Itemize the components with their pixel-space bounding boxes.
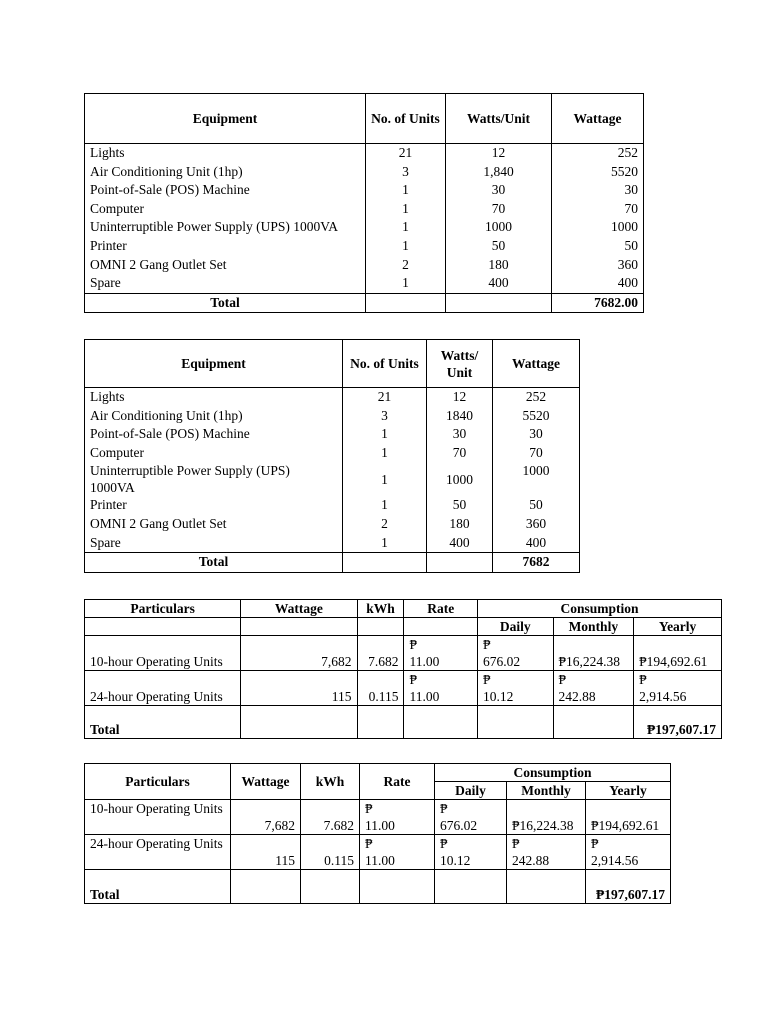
- empty-cell: [507, 870, 586, 904]
- units: 3: [366, 163, 446, 182]
- empty-cell: [427, 553, 493, 573]
- equipment-name: Spare: [85, 534, 343, 553]
- header-monthly: Monthly: [553, 618, 634, 636]
- watts-per-unit: 400: [427, 534, 493, 553]
- table-row: [85, 671, 722, 706]
- wattage: 50: [552, 237, 644, 256]
- kwh: 7.682: [357, 636, 404, 671]
- header-watts-per-unit: Watts/ Unit: [427, 340, 493, 388]
- empty-cell: [446, 293, 552, 313]
- table-row: [85, 636, 722, 671]
- consumption-table-1: [84, 599, 722, 739]
- equipment-name: Printer: [85, 496, 343, 515]
- empty-cell: [404, 618, 477, 636]
- wattage: 70: [493, 444, 580, 463]
- peso-symbol: ₱: [591, 836, 599, 851]
- units: 1: [343, 444, 427, 463]
- yearly: ₱194,692.61: [634, 636, 722, 671]
- table-row: [85, 181, 644, 200]
- rate: [404, 671, 477, 706]
- empty-cell: [231, 870, 301, 904]
- watts-per-unit: 30: [427, 425, 493, 444]
- header-wattage: Wattage: [241, 600, 357, 618]
- peso-symbol: ₱: [365, 836, 373, 851]
- total-label: Total: [85, 553, 343, 573]
- units: 1: [343, 462, 427, 496]
- kwh: 0.115: [357, 671, 404, 706]
- wattage: 1000: [493, 462, 580, 496]
- empty-cell: [477, 706, 553, 739]
- particular: 24-hour Operating Units: [85, 835, 231, 870]
- units: 1: [343, 534, 427, 553]
- wattage: 252: [493, 388, 580, 407]
- header-wattage: Wattage: [493, 340, 580, 388]
- empty-cell: [241, 618, 357, 636]
- total-label: Total: [85, 870, 231, 904]
- yearly: [634, 671, 722, 706]
- table-row: [85, 534, 580, 553]
- rate-value: 11.00: [409, 689, 440, 704]
- watts-per-unit: 1840: [427, 407, 493, 426]
- rate: [360, 800, 435, 835]
- equipment-table-1: [84, 93, 644, 313]
- table-row: [85, 462, 580, 496]
- wattage: 7,682: [231, 800, 301, 835]
- units: 21: [366, 144, 446, 163]
- header-monthly: Monthly: [507, 782, 586, 800]
- total-value: 7682: [493, 553, 580, 573]
- units: 1: [366, 218, 446, 237]
- daily: [435, 800, 507, 835]
- header-consumption: Consumption: [435, 764, 671, 782]
- equipment-name: Air Conditioning Unit (1hp): [85, 407, 343, 426]
- equipment-name: Lights: [85, 144, 366, 163]
- header-no-of-units: No. of Units: [366, 94, 446, 144]
- equipment-name: Uninterruptible Power Supply (UPS) 1000VA: [85, 462, 343, 496]
- daily: [477, 671, 553, 706]
- yearly: ₱194,692.61: [586, 800, 671, 835]
- empty-cell: [360, 870, 435, 904]
- watts-per-unit: 12: [446, 144, 552, 163]
- table-row: [85, 200, 644, 219]
- table-row: [85, 425, 580, 444]
- yearly-value: 2,914.56: [639, 689, 687, 704]
- total-label: Total: [85, 706, 241, 739]
- rate-value: 11.00: [365, 853, 395, 868]
- kwh: 0.115: [301, 835, 360, 870]
- equipment-name: Printer: [85, 237, 366, 256]
- watts-per-unit: 1000: [427, 462, 493, 496]
- empty-cell: [366, 293, 446, 313]
- watts-per-unit: 180: [427, 515, 493, 534]
- table-row: [85, 163, 644, 182]
- wattage: 50: [493, 496, 580, 515]
- header-yearly: Yearly: [634, 618, 722, 636]
- peso-symbol: ₱: [440, 836, 448, 851]
- table-row: [85, 256, 644, 275]
- rate-value: 11.00: [409, 654, 440, 669]
- table-row: [85, 388, 580, 407]
- wattage: 30: [552, 181, 644, 200]
- wattage: 400: [493, 534, 580, 553]
- watts-per-unit: 12: [427, 388, 493, 407]
- header-consumption: Consumption: [477, 600, 721, 618]
- table-row: [85, 218, 644, 237]
- watts-per-unit: 50: [427, 496, 493, 515]
- units: 1: [366, 181, 446, 200]
- table-row: [85, 144, 644, 163]
- header-kwh: kWh: [301, 764, 360, 800]
- equipment-name: Computer: [85, 200, 366, 219]
- daily: [477, 636, 553, 671]
- header-watts-per-unit: Watts/Unit: [446, 94, 552, 144]
- rate: [404, 636, 477, 671]
- wattage: 115: [231, 835, 301, 870]
- header-equipment: Equipment: [85, 340, 343, 388]
- watts-per-unit: 1000: [446, 218, 552, 237]
- table-row: [85, 496, 580, 515]
- table-row: [85, 800, 671, 835]
- units: 1: [343, 425, 427, 444]
- rate: [360, 835, 435, 870]
- empty-cell: [553, 706, 634, 739]
- peso-symbol: ₱: [482, 637, 491, 652]
- daily-value: 676.02: [482, 654, 521, 669]
- units: 1: [366, 237, 446, 256]
- units: 1: [366, 200, 446, 219]
- daily-value: 676.02: [440, 818, 478, 833]
- total-row: [85, 293, 644, 313]
- watts-per-unit: 1,840: [446, 163, 552, 182]
- monthly: [507, 835, 586, 870]
- wattage: 360: [493, 515, 580, 534]
- units: 1: [366, 274, 446, 293]
- empty-cell: [301, 870, 360, 904]
- wattage: 115: [241, 671, 357, 706]
- monthly-value: 242.88: [512, 853, 550, 868]
- table-row: [85, 407, 580, 426]
- equipment-name: Air Conditioning Unit (1hp): [85, 163, 366, 182]
- watts-per-unit: 30: [446, 181, 552, 200]
- yearly: [586, 835, 671, 870]
- header-rate: Rate: [360, 764, 435, 800]
- empty-cell: [357, 618, 404, 636]
- total-label: Total: [85, 293, 366, 313]
- daily: [435, 835, 507, 870]
- equipment-name: OMNI 2 Gang Outlet Set: [85, 515, 343, 534]
- monthly: ₱16,224.38: [507, 800, 586, 835]
- wattage: 252: [552, 144, 644, 163]
- equipment-name: Spare: [85, 274, 366, 293]
- table-row: [85, 835, 671, 870]
- units: 1: [343, 496, 427, 515]
- wattage: 1000: [552, 218, 644, 237]
- consumption-table-2: [84, 763, 671, 904]
- wattage: 5520: [493, 407, 580, 426]
- total-value: 7682.00: [552, 293, 644, 313]
- particular: 24-hour Operating Units: [85, 671, 241, 706]
- table-row: [85, 444, 580, 463]
- peso-symbol: ₱: [409, 637, 417, 652]
- watts-per-unit: 400: [446, 274, 552, 293]
- total-row: [85, 870, 671, 904]
- total-value: ₱197,607.17: [634, 706, 722, 739]
- empty-cell: [241, 706, 357, 739]
- header-wattage: Wattage: [231, 764, 301, 800]
- equipment-name: Point-of-Sale (POS) Machine: [85, 425, 343, 444]
- table-row: [85, 274, 644, 293]
- header-particulars: Particulars: [85, 600, 241, 618]
- wattage: 360: [552, 256, 644, 275]
- rate-value: 11.00: [365, 818, 395, 833]
- particular: 10-hour Operating Units: [85, 636, 241, 671]
- yearly-value: 2,914.56: [591, 853, 639, 868]
- watts-per-unit: 70: [427, 444, 493, 463]
- units: 2: [343, 515, 427, 534]
- header-rate: Rate: [404, 600, 477, 618]
- table-row: [85, 237, 644, 256]
- daily-value: 10.12: [440, 853, 471, 868]
- peso-symbol: ₱: [639, 672, 647, 687]
- header-daily: Daily: [477, 618, 553, 636]
- wattage: 7,682: [241, 636, 357, 671]
- empty-cell: [357, 706, 404, 739]
- daily-value: 10.12: [482, 689, 514, 704]
- peso-symbol: ₱: [512, 836, 520, 851]
- units: 3: [343, 407, 427, 426]
- header-daily: Daily: [435, 782, 507, 800]
- units: 21: [343, 388, 427, 407]
- particular: 10-hour Operating Units: [85, 800, 231, 835]
- wattage: 5520: [552, 163, 644, 182]
- wattage: 30: [493, 425, 580, 444]
- empty-cell: [343, 553, 427, 573]
- equipment-name: Computer: [85, 444, 343, 463]
- header-particulars: Particulars: [85, 764, 231, 800]
- empty-cell: [435, 870, 507, 904]
- header-kwh: kWh: [357, 600, 404, 618]
- monthly: ₱16,224.38: [553, 636, 634, 671]
- peso-symbol: ₱: [482, 672, 491, 687]
- monthly: [553, 671, 634, 706]
- empty-cell: [85, 618, 241, 636]
- units: 2: [366, 256, 446, 275]
- kwh: 7.682: [301, 800, 360, 835]
- table-row: [85, 515, 580, 534]
- equipment-name: Point-of-Sale (POS) Machine: [85, 181, 366, 200]
- wattage: 70: [552, 200, 644, 219]
- equipment-name: Uninterruptible Power Supply (UPS) 1000VA: [85, 218, 366, 237]
- equipment-name: Lights: [85, 388, 343, 407]
- equipment-name: OMNI 2 Gang Outlet Set: [85, 256, 366, 275]
- header-no-of-units: No. of Units: [343, 340, 427, 388]
- watts-per-unit: 50: [446, 237, 552, 256]
- peso-symbol: ₱: [558, 672, 567, 687]
- total-value: ₱197,607.17: [586, 870, 671, 904]
- peso-symbol: ₱: [409, 672, 417, 687]
- wattage: 400: [552, 274, 644, 293]
- header-yearly: Yearly: [586, 782, 671, 800]
- watts-per-unit: 70: [446, 200, 552, 219]
- monthly-value: 242.88: [558, 689, 596, 704]
- empty-cell: [404, 706, 477, 739]
- header-equipment: Equipment: [85, 94, 366, 144]
- peso-symbol: ₱: [365, 801, 373, 816]
- peso-symbol: ₱: [440, 801, 448, 816]
- header-wattage: Wattage: [552, 94, 644, 144]
- equipment-table-2: [84, 339, 580, 573]
- total-row: [85, 706, 722, 739]
- total-row: [85, 553, 580, 573]
- watts-per-unit: 180: [446, 256, 552, 275]
